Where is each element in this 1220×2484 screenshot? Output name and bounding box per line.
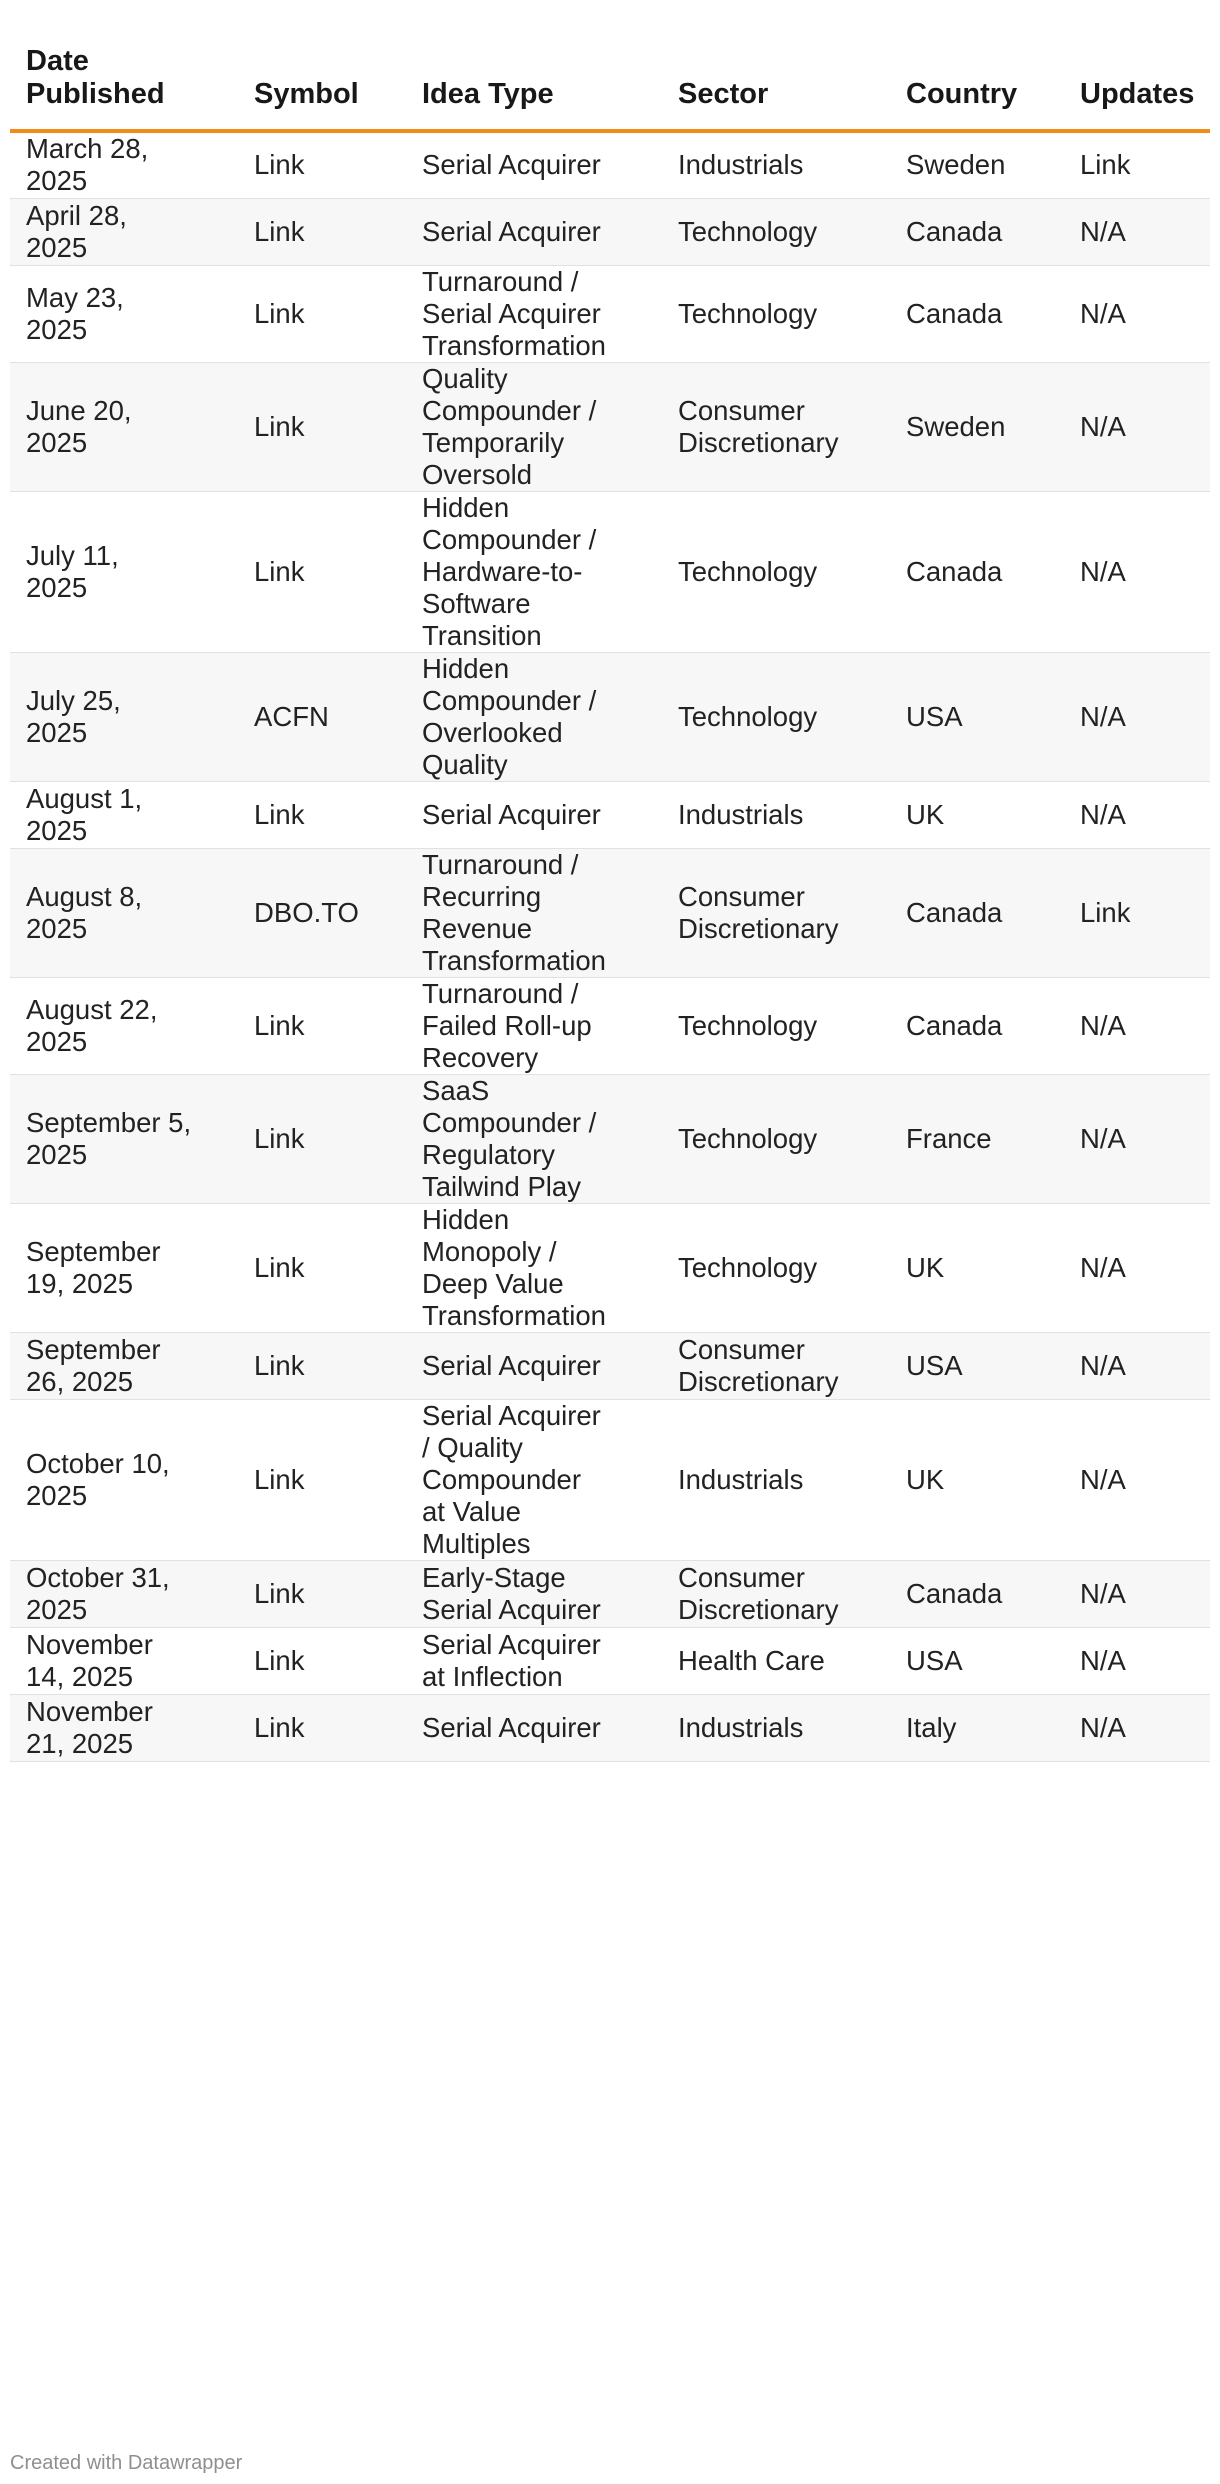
cell-country: UK [890,1203,1064,1332]
idea-type-line: Serial Acquirer [422,1628,601,1660]
sector-line: Industrials [678,798,804,830]
idea-type-line: Revenue [422,912,533,944]
idea-type-line: Compounder / [422,684,597,716]
idea-type-line: SaaS [422,1074,490,1106]
cell-idea-type [406,362,662,491]
cell-updates: N/A [1064,265,1210,362]
idea-type-line: Deep Value [422,1267,564,1299]
column-header-sector[interactable]: Sector [662,40,890,131]
idea-type-line: Tailwind Play [422,1170,581,1202]
cell-date-published [10,491,238,652]
header-date-line1: Date [26,45,89,77]
cell-date-published [10,131,238,198]
cell-idea-type [406,652,662,781]
cell-idea-type [406,131,662,198]
cell-sector [662,1627,890,1694]
cell-updates: N/A [1064,1074,1210,1203]
cell-date-published [10,1399,238,1560]
idea-type-line: Serial Acquirer [422,1349,601,1381]
table-row [10,491,1210,652]
cell-date-published [10,977,238,1074]
cell-country: France [890,1074,1064,1203]
date-line: June 20, [26,394,132,426]
idea-type-line: Transformation [422,329,606,361]
idea-type-line: Serial Acquirer [422,149,601,181]
cell-updates: N/A [1064,1399,1210,1560]
cell-updates: N/A [1064,1203,1210,1332]
date-line: 2025 [26,426,88,458]
cell-symbol[interactable]: Link [238,1627,406,1694]
date-line: 2025 [26,571,88,603]
idea-type-line: Serial Acquirer [422,215,601,247]
cell-idea-type [406,1399,662,1560]
cell-country: Sweden [890,362,1064,491]
idea-type-line: Serial Acquirer [422,1711,601,1743]
date-line: August 1, [26,782,143,814]
cell-sector [662,198,890,265]
idea-type-line: / Quality [422,1431,523,1463]
cell-sector [662,265,890,362]
date-line: 2025 [26,716,88,748]
sector-line: Industrials [678,1463,804,1495]
date-line: 2025 [26,313,88,345]
cell-country: Italy [890,1694,1064,1761]
column-header-symbol[interactable]: Symbol [238,40,406,131]
sector-line: Technology [678,297,818,329]
cell-updates: N/A [1064,977,1210,1074]
cell-symbol[interactable]: Link [238,781,406,848]
table-row [10,652,1210,781]
date-line: October 10, [26,1447,170,1479]
cell-updates: N/A [1064,362,1210,491]
sector-line: Discretionary [678,1365,839,1397]
column-header-country[interactable]: Country [890,40,1064,131]
date-line: 14, 2025 [26,1660,134,1692]
idea-type-line: Hidden [422,1203,510,1235]
cell-sector [662,1203,890,1332]
date-line: 2025 [26,912,88,944]
table-header-row [10,40,1210,131]
cell-symbol[interactable]: ACFN [238,652,406,781]
date-line: 26, 2025 [26,1365,134,1397]
cell-updates: N/A [1064,198,1210,265]
table-row [10,1399,1210,1560]
idea-type-line: Recovery [422,1041,539,1073]
cell-idea-type [406,1203,662,1332]
cell-idea-type [406,1074,662,1203]
sector-line: Industrials [678,149,804,181]
idea-type-line: at Value [422,1495,521,1527]
sector-line: Consumer [678,1333,805,1365]
cell-sector [662,652,890,781]
date-line: November [26,1628,153,1660]
cell-sector [662,781,890,848]
cell-idea-type [406,265,662,362]
cell-date-published [10,1627,238,1694]
cell-symbol[interactable]: Link [238,1399,406,1560]
cell-sector [662,1399,890,1560]
idea-type-line: Turnaround / [422,265,579,297]
table-row [10,1332,1210,1399]
idea-type-line: Early-Stage [422,1561,566,1593]
idea-type-line: Temporarily [422,426,565,458]
idea-type-line: Transformation [422,1299,606,1331]
idea-type-line: Serial Acquirer [422,1593,601,1625]
sector-line: Technology [678,700,818,732]
cell-date-published [10,848,238,977]
date-line: September [26,1333,161,1365]
cell-date-published [10,1560,238,1627]
sector-line: Technology [678,215,818,247]
cell-symbol[interactable]: Link [238,265,406,362]
table-row [10,1560,1210,1627]
date-line: 2025 [26,814,88,846]
cell-date-published [10,781,238,848]
cell-country: UK [890,1399,1064,1560]
cell-symbol[interactable]: Link [238,491,406,652]
table-row [10,977,1210,1074]
table-row [10,781,1210,848]
cell-idea-type [406,491,662,652]
cell-idea-type [406,1332,662,1399]
idea-type-line: Turnaround / [422,977,579,1009]
idea-type-line: Multiples [422,1527,531,1559]
ideas-table-container [10,40,1210,1762]
idea-type-line: Hardware-to- [422,555,583,587]
cell-symbol[interactable]: Link [238,1694,406,1761]
idea-type-line: Transition [422,619,542,651]
date-line: August 8, [26,880,143,912]
cell-updates: N/A [1064,1627,1210,1694]
cell-date-published [10,1203,238,1332]
cell-updates: N/A [1064,1560,1210,1627]
idea-type-line: Overlooked [422,716,563,748]
cell-date-published [10,198,238,265]
cell-symbol[interactable]: Link [238,1074,406,1203]
cell-sector [662,362,890,491]
idea-type-line: Serial Acquirer [422,1399,601,1431]
date-line: August 22, [26,993,158,1025]
cell-idea-type [406,1694,662,1761]
cell-updates: N/A [1064,652,1210,781]
idea-type-line: Monopoly / [422,1235,557,1267]
sector-line: Discretionary [678,912,839,944]
sector-line: Discretionary [678,1593,839,1625]
table-row [10,1074,1210,1203]
cell-idea-type [406,848,662,977]
table-body [10,131,1210,1761]
idea-type-line: Compounder / [422,394,597,426]
idea-type-line: Transformation [422,944,606,976]
date-line: April 28, [26,199,127,231]
cell-sector [662,1694,890,1761]
cell-updates: N/A [1064,781,1210,848]
cell-idea-type [406,1627,662,1694]
idea-type-line: Software [422,587,531,619]
table-row [10,198,1210,265]
sector-line: Consumer [678,1561,805,1593]
cell-country: Canada [890,1560,1064,1627]
cell-idea-type [406,977,662,1074]
cell-country: USA [890,1332,1064,1399]
sector-line: Consumer [678,394,805,426]
idea-type-line: Recurring [422,880,542,912]
cell-sector [662,491,890,652]
cell-country: Canada [890,265,1064,362]
cell-updates: N/A [1064,1694,1210,1761]
cell-country: Canada [890,198,1064,265]
sector-line: Technology [678,1122,818,1154]
cell-date-published [10,1694,238,1761]
sector-line: Consumer [678,880,805,912]
cell-country: Canada [890,848,1064,977]
table-row [10,265,1210,362]
sector-line: Technology [678,555,818,587]
cell-sector [662,1332,890,1399]
sector-line: Discretionary [678,426,839,458]
cell-idea-type [406,198,662,265]
table-row [10,362,1210,491]
cell-symbol[interactable]: Link [238,131,406,198]
cell-date-published [10,652,238,781]
cell-date-published [10,362,238,491]
cell-updates: N/A [1064,491,1210,652]
sector-line: Health Care [678,1644,825,1676]
cell-symbol[interactable]: Link [238,1332,406,1399]
cell-symbol[interactable]: Link [238,1203,406,1332]
idea-type-line: Oversold [422,458,533,490]
date-line: March 28, [26,133,149,165]
cell-symbol[interactable]: Link [238,977,406,1074]
cell-updates[interactable]: Link [1064,848,1210,977]
cell-symbol[interactable]: Link [238,362,406,491]
cell-updates: N/A [1064,1332,1210,1399]
cell-date-published [10,1332,238,1399]
date-line: September [26,1235,161,1267]
idea-type-line: Compounder [422,1463,581,1495]
cell-symbol[interactable]: Link [238,1560,406,1627]
cell-idea-type [406,781,662,848]
idea-type-line: Turnaround / [422,848,579,880]
date-line: 2025 [26,1593,88,1625]
cell-country: Canada [890,977,1064,1074]
cell-sector [662,1560,890,1627]
idea-type-line: at Inflection [422,1660,563,1692]
date-line: May 23, [26,281,124,313]
table-row [10,1203,1210,1332]
cell-sector [662,848,890,977]
cell-symbol[interactable]: Link [238,198,406,265]
date-line: July 25, [26,684,121,716]
column-header-idea-type[interactable]: Idea Type [406,40,662,131]
date-line: 19, 2025 [26,1267,134,1299]
cell-updates[interactable]: Link [1064,131,1210,198]
date-line: 2025 [26,1479,88,1511]
cell-country: Canada [890,491,1064,652]
cell-sector [662,977,890,1074]
cell-date-published [10,1074,238,1203]
idea-type-line: Quality [422,748,508,780]
idea-type-line: Quality [422,362,508,394]
sector-line: Technology [678,1009,818,1041]
date-line: 21, 2025 [26,1727,134,1759]
datawrapper-credit[interactable]: Created with Datawrapper [10,2452,243,2474]
date-line: 2025 [26,1138,88,1170]
header-date-line2: Published [26,78,165,110]
cell-country: USA [890,1627,1064,1694]
idea-type-line: Compounder / [422,1106,597,1138]
table-row [10,1694,1210,1761]
cell-country: UK [890,781,1064,848]
date-line: November [26,1695,153,1727]
cell-date-published [10,265,238,362]
cell-country: Sweden [890,131,1064,198]
table-row [10,131,1210,198]
date-line: 2025 [26,165,88,197]
idea-type-line: Serial Acquirer [422,297,601,329]
cell-country: USA [890,652,1064,781]
date-line: September 5, [26,1106,192,1138]
cell-idea-type [406,1560,662,1627]
idea-type-line: Failed Roll-up [422,1009,592,1041]
date-line: July 11, [26,539,119,571]
column-header-date-published[interactable] [10,40,238,131]
date-line: 2025 [26,1025,88,1057]
sector-line: Technology [678,1251,818,1283]
cell-sector [662,1074,890,1203]
idea-type-line: Regulatory [422,1138,555,1170]
date-line: October 31, [26,1561,170,1593]
ideas-table [10,40,1210,1762]
idea-type-line: Compounder / [422,523,597,555]
column-header-updates[interactable]: Updates [1064,40,1210,131]
idea-type-line: Hidden [422,491,510,523]
table-row [10,1627,1210,1694]
cell-sector [662,131,890,198]
sector-line: Industrials [678,1711,804,1743]
date-line: 2025 [26,231,88,263]
idea-type-line: Serial Acquirer [422,798,601,830]
idea-type-line: Hidden [422,652,510,684]
cell-symbol[interactable]: DBO.TO [238,848,406,977]
table-row [10,848,1210,977]
